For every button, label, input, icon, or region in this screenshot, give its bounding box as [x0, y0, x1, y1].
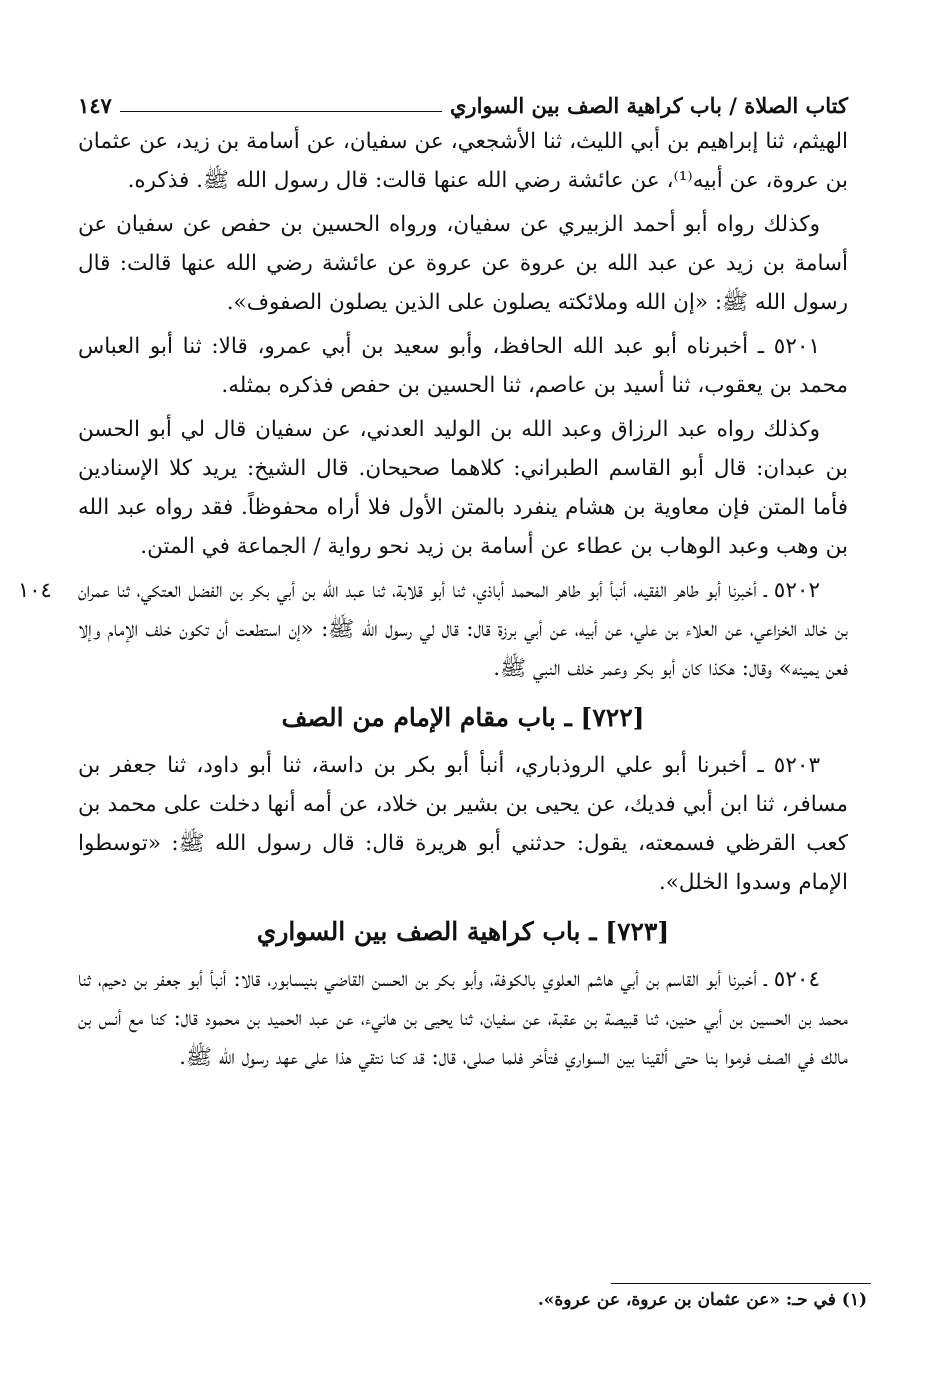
header-title: كتاب الصلاة / باب كراهية الصف بين السواري [449, 92, 848, 118]
footnote: (١) في حـ: «عن عثمان بن عروة، عن عروة». [537, 1290, 867, 1310]
paragraph-4: وكذلك رواه عبد الرزاق وعبد الله بن الوليد العدني، عن سفيان قال لي أبو الحسن بن عبدان: قال أبو القاسم الطبراني: كلاهما صحيحان. قال الشيخ: يريد كلا الإسنادين فأما المتن فإن معاوية بن هشام ينفرد بالمتن الأول فلا أراه محفوظاً. فقد رواه عبد الله بن وهب وعبد الوهاب بن عطاء عن أسامة بن زيد نحو رواية / الجماعة في المتن. [78, 417, 848, 559]
page-body [78, 88, 848, 1077]
header-rule [120, 99, 442, 112]
running-header [78, 88, 848, 122]
paragraph-3: ٥٢٠١ ـ أخبرناه أبو عبد الله الحافظ، وأبو سعيد بن أبي عمرو، قالا: ثنا أبو العباس محمد بن يعقوب، ثنا أسيد بن عاصم، ثنا الحسين بن حفص فذكره بمثله. [78, 334, 848, 398]
footnote-rule [611, 1283, 871, 1284]
paragraph-6: ٥٢٠٣ ـ أخبرنا أبو علي الروذباري، أنبأ أبو بكر بن داسة، ثنا أبو داود، ثنا جعفر بن مسافر، ثنا ابن أبي فديك، عن يحيى بن بشير بن خلاد، عن أمه أنها دخلت على محمد بن كعب القرظي فسمعته، يقول: حدثني أبو هريرة قال: قال رسول الله ﷺ: «توسطوا الإمام وسدوا الخلل». [78, 753, 848, 895]
section-heading-722: [٧٢٢] ـ باب مقام الإمام من الصف [281, 703, 645, 732]
section-heading-723: [٧٢٣] ـ باب كراهية الصف بين السواري [256, 917, 670, 946]
paragraph-1: الهيثم، ثنا إبراهيم بن أبي الليث، ثنا الأشجعي، عن سفيان، عن أسامة بن زيد، عن عثمان بن عروة، عن أبيه⁽¹⁾، عن عائشة رضي الله عنها قالت: قال رسول الله ﷺ. فذكره. [78, 129, 848, 193]
margin-page-number: ١٠٤ [18, 578, 52, 602]
paragraph-2: وكذلك رواه أبو أحمد الزبيري عن سفيان، ورواه الحسين بن حفص عن سفيان عن أسامة بن زيد عن عبد الله بن عروة عن عروة عن عائشة رضي الله عنها قالت: قال رسول الله ﷺ: «إن الله وملائكته يصلون على الذين يصلون الصفوف». [78, 212, 848, 315]
paragraph-7: ٥٢٠٤ ـ أخبرنا أبو القاسم بن أبي هاشم العلوي بالكوفة، وأبو بكر بن الحسن القاضي بنيسابور، قالا: أنبأ أبو جعفر بن دحيم، ثنا محمد بن الحسين بن أبي حنين، ثنا قبيصة بن عقبة، عن سفيان، ثنا يحيى بن هانيء، عن عبد الحميد بن محمود قال: كنا مع أنس بن مالك في الصف فرموا بنا حتى ألقينا بين السواري فتأخر فلما صلى، قال: قد كنا نتقي هذا على عهد رسول الله ﷺ. [78, 967, 848, 1070]
paragraph-5: ٥٢٠٢ ـ أخبرنا أبو طاهر الفقيه، أنبأ أبو طاهر المحمد أباذي، ثنا أبو قلابة، ثنا عبد الله بن أبي بكر بن الفضل العتكي، ثنا عمران بن خالد الخزاعي، عن العلاء بن علي، عن أبيه، عن أبي برزة قال: قال لي رسول الله ﷺ: «إن استطعت أن تكون خلف الإمام وإلا فعن يمينه» وقال: هكذا كان أبو بكر وعمر خلف النبي ﷺ. [78, 578, 848, 681]
page-number: ١٤٧ [78, 92, 112, 118]
